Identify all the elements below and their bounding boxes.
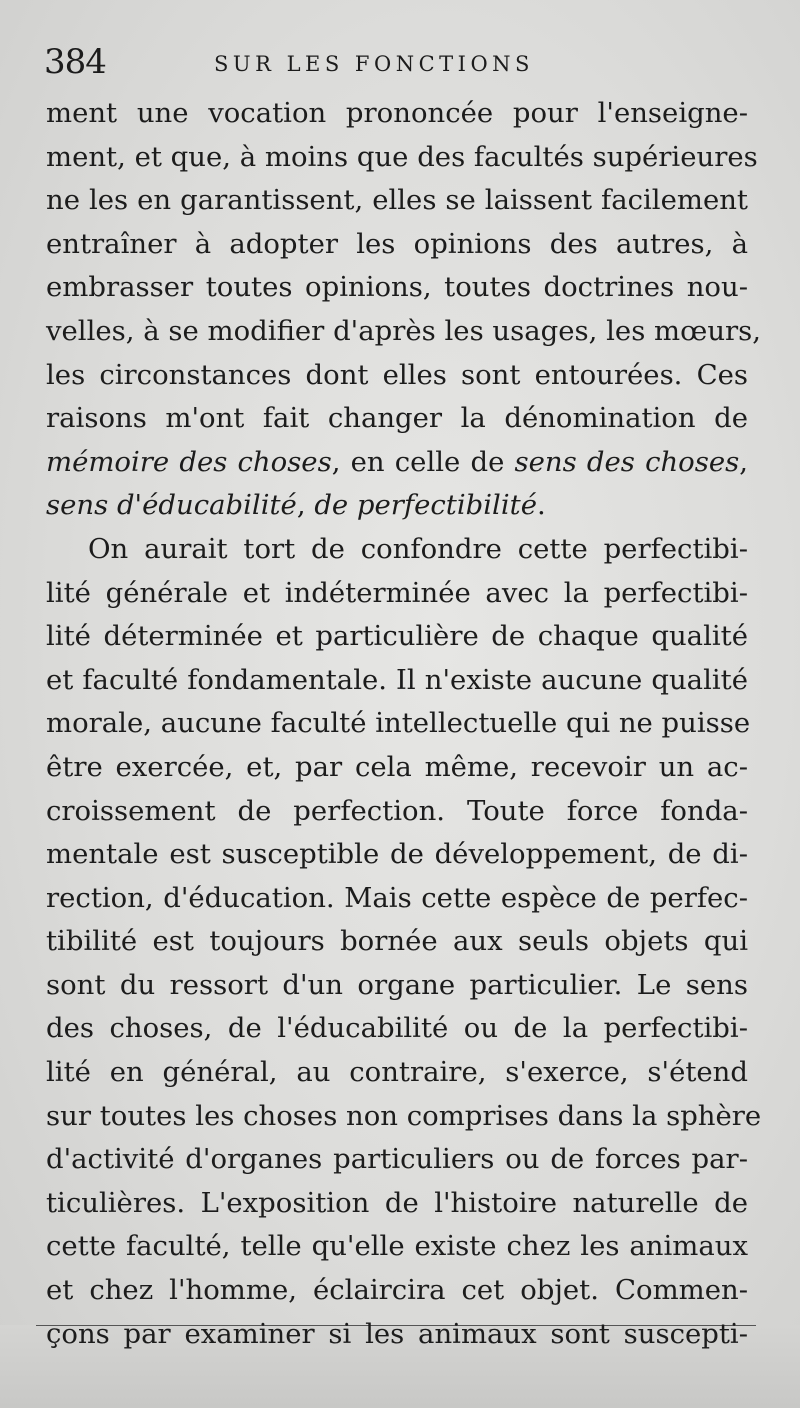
italic-text: sens des choses <box>514 445 740 478</box>
text-line <box>46 223 748 267</box>
text-span: ne les en garantissent, elles se laissent facilement <box>46 184 748 217</box>
text-span: On aurait tort de confondre cette perfectibi- <box>88 532 748 565</box>
text-span: velles, à se modifier d'après les usages, les mœurs, <box>46 314 762 347</box>
text-line <box>46 397 748 441</box>
text-line <box>46 877 748 921</box>
page-number: 384 <box>44 42 106 82</box>
text-span: , <box>739 445 748 478</box>
text-line <box>46 1225 748 1269</box>
text-span: sont du ressort d'un organe particulier. Le sens <box>46 968 748 1001</box>
text-span: les circonstances dont elles sont entourées. Ces <box>46 358 748 391</box>
text-line <box>46 1313 748 1357</box>
text-line <box>46 964 748 1008</box>
text-span: sur toutes les choses non comprises dans la sphère <box>46 1099 762 1132</box>
italic-text: de perfectibilité <box>314 489 537 522</box>
text-line <box>46 1095 762 1139</box>
text-span: morale, aucune faculté intellectuelle qui ne puisse <box>46 707 751 740</box>
italic-text: mémoire des choses <box>46 445 332 478</box>
page-header <box>44 40 784 84</box>
text-line <box>46 528 748 572</box>
text-span: être exercée, et, par cela même, recevoir un ac- <box>46 750 748 783</box>
text-span: , <box>296 489 315 522</box>
text-span: lité générale et indéterminée avec la perfectibi- <box>46 576 748 609</box>
text-line <box>46 920 748 964</box>
italic-text: sens d'éducabilité <box>46 489 297 522</box>
text-span: embrasser toutes opinions, toutes doctrines nou- <box>46 271 748 304</box>
text-span: , en celle de <box>331 445 515 478</box>
text-line <box>46 1138 748 1182</box>
text-line <box>46 266 748 310</box>
text-span: cette faculté, telle qu'elle existe chez les animaux <box>46 1230 748 1263</box>
text-line <box>46 1051 748 1095</box>
text-span: mentale est susceptible de développement, de di- <box>46 838 748 871</box>
text-line <box>46 136 758 180</box>
text-span: çons par examiner si les animaux sont suscepti- <box>46 1317 748 1350</box>
text-line <box>46 702 751 746</box>
text-span: d'activité d'organes particuliers ou de forces par- <box>46 1143 748 1176</box>
text-line <box>46 572 748 616</box>
text-line <box>46 659 748 703</box>
text-line <box>46 441 748 485</box>
text-line <box>46 1269 748 1313</box>
text-line <box>46 1007 748 1051</box>
text-line <box>46 1182 748 1226</box>
text-line <box>46 92 748 136</box>
text-span: lité déterminée et particulière de chaque qualité <box>46 620 748 653</box>
text-line <box>46 790 748 834</box>
text-line <box>46 615 748 659</box>
text-line <box>46 179 748 223</box>
text-span: . <box>536 489 546 522</box>
text-line <box>46 484 748 528</box>
text-span: rection, d'éducation. Mais cette espèce de perfec- <box>46 881 748 914</box>
text-line <box>46 746 748 790</box>
text-span: raisons m'ont fait changer la dénomination de <box>46 402 748 435</box>
text-line <box>46 833 748 877</box>
text-span: lité en général, au contraire, s'exerce, s'étend <box>46 1056 748 1089</box>
text-span: et chez l'homme, éclaircira cet objet. Commen- <box>46 1274 748 1307</box>
text-span: tibilité est toujours bornée aux seuls objets qui <box>46 925 748 958</box>
text-span: croissement de perfection. Toute force fonda- <box>46 794 748 827</box>
text-line <box>46 354 748 398</box>
text-span: des choses, de l'éducabilité ou de la perfectibi- <box>46 1012 748 1045</box>
text-span: ticulières. L'exposition de l'histoire naturelle de <box>46 1186 748 1219</box>
text-span: ment une vocation prononcée pour l'enseigne- <box>46 97 748 129</box>
text-line <box>46 310 762 354</box>
body-text <box>46 92 762 1356</box>
text-span: entraîner à adopter les opinions des autres, à <box>46 227 748 260</box>
text-span: et faculté fondamentale. Il n'existe aucune qualité <box>46 663 748 696</box>
running-head: SUR LES FONCTIONS <box>214 52 534 76</box>
text-span: ment, et que, à moins que des facultés supérieures <box>46 140 758 173</box>
